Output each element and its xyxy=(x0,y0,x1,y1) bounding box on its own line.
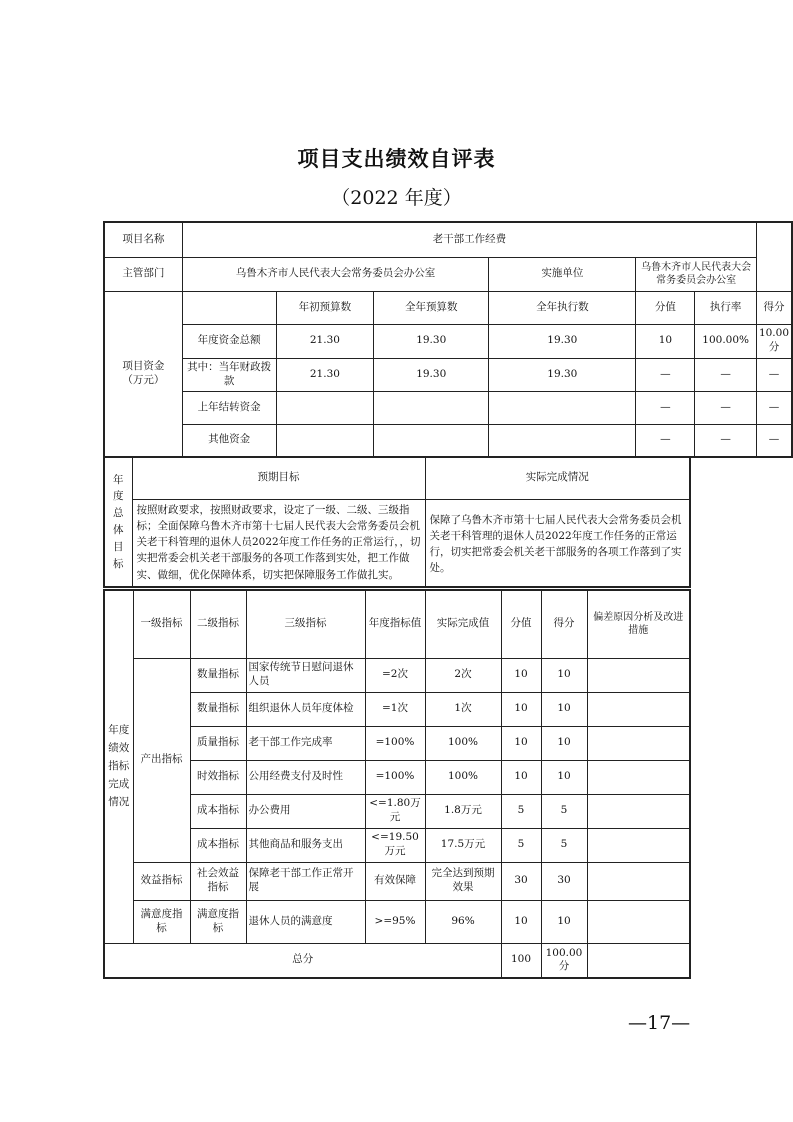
score-cell: 10 xyxy=(501,726,541,760)
score-cell: 10 xyxy=(501,658,541,692)
table-row xyxy=(104,760,690,794)
target-cell: =1次 xyxy=(365,692,425,726)
funds-cell: — xyxy=(756,424,792,457)
l3-cell: 老干部工作完成率 xyxy=(246,726,365,760)
funds-cell xyxy=(276,424,374,457)
total-row xyxy=(104,943,690,978)
funds-row-name: 上年结转资金 xyxy=(182,391,276,424)
page-number: —17— xyxy=(628,1012,691,1034)
actual-cell: 完全达到预期效果 xyxy=(425,862,501,900)
deviation-cell xyxy=(587,726,690,760)
total-label: 总分 xyxy=(104,943,501,978)
actual-cell: 1.8万元 xyxy=(425,794,501,828)
actual-cell: 100% xyxy=(425,726,501,760)
total-deviation xyxy=(587,943,690,978)
funds-row xyxy=(104,358,792,391)
funds-cell xyxy=(489,391,636,424)
funds-table xyxy=(103,221,793,458)
actual-result-header: 实际完成情况 xyxy=(425,457,690,499)
expected-goal-text: 按照财政要求，按照财政要求，设定了一级、二级、三级指标；全面保障乌鲁木齐市第十七届人民代表大会常务委员会机关老干科管理的退休人员2022年度工作任务的正常运行，，切实把常委会机关老干部服务的各项工作落到实处，把工作做实、做细，优化保障体系，切实把保障服务工作做扎实。 xyxy=(132,499,425,587)
dept-value: 乌鲁木齐市人民代表大会常务委员会办公室 xyxy=(182,257,488,291)
actual-cell: 1次 xyxy=(425,692,501,726)
score-cell: 5 xyxy=(501,828,541,862)
target-cell: <=1.80万元 xyxy=(365,794,425,828)
deviation-cell xyxy=(587,760,690,794)
l1-cell: 效益指标 xyxy=(133,862,190,900)
funds-cell: — xyxy=(695,358,757,391)
l1-cell: 满意度指标 xyxy=(133,900,190,943)
l3-cell: 其他商品和服务支出 xyxy=(246,828,365,862)
score-cell: 30 xyxy=(501,862,541,900)
actual-cell: 100% xyxy=(425,760,501,794)
actual-cell: 17.5万元 xyxy=(425,828,501,862)
indicators-header: 年度指标值 xyxy=(365,590,425,658)
funds-col-3: 分值 xyxy=(636,291,695,324)
actual-cell: 2次 xyxy=(425,658,501,692)
got-cell: 30 xyxy=(541,862,587,900)
actual-cell: 96% xyxy=(425,900,501,943)
deviation-cell xyxy=(587,862,690,900)
deviation-cell xyxy=(587,794,690,828)
table-row xyxy=(104,828,690,862)
funds-cell: — xyxy=(756,358,792,391)
funds-row xyxy=(104,391,792,424)
indicators-header: 偏差原因分析及改进措施 xyxy=(587,590,690,658)
indicators-header: 分值 xyxy=(501,590,541,658)
funds-row-name: 其中：当年财政拨款 xyxy=(182,358,276,391)
funds-cell: — xyxy=(756,391,792,424)
project-name-label: 项目名称 xyxy=(104,222,182,257)
score-cell: 10 xyxy=(501,760,541,794)
funds-cell: 21.30 xyxy=(276,358,374,391)
funds-col-2: 全年执行数 xyxy=(489,291,636,324)
l3-cell: 办公费用 xyxy=(246,794,365,828)
deviation-cell xyxy=(587,692,690,726)
impl-value: 乌鲁木齐市人民代表大会常务委员会办公室 xyxy=(636,257,757,291)
got-cell: 10 xyxy=(541,760,587,794)
funds-cell: — xyxy=(695,391,757,424)
got-cell: 5 xyxy=(541,794,587,828)
l2-cell: 质量指标 xyxy=(190,726,246,760)
got-cell: 5 xyxy=(541,828,587,862)
got-cell: 10 xyxy=(541,900,587,943)
funds-cell: 10.00分 xyxy=(756,324,792,358)
target-cell: =2次 xyxy=(365,658,425,692)
funds-row xyxy=(104,324,792,358)
goals-label: 年度总体目标 xyxy=(104,457,132,587)
funds-label: 项目资金 （万元） xyxy=(104,291,182,457)
l2-cell: 数量指标 xyxy=(190,692,246,726)
funds-cell: — xyxy=(695,424,757,457)
l2-cell: 成本指标 xyxy=(190,794,246,828)
funds-cell: — xyxy=(636,358,695,391)
indicators-section-label: 年度绩效指标完成情况 xyxy=(104,590,133,943)
score-cell: 5 xyxy=(501,794,541,828)
got-cell: 10 xyxy=(541,726,587,760)
actual-result-text: 保障了乌鲁木齐市第十七届人民代表大会常务委员会机关老干科管理的退休人员2022年度工作任务的正常运行，切实把常委会机关老干部服务的各项工作落到了实处。 xyxy=(425,499,690,587)
dept-label: 主管部门 xyxy=(104,257,182,291)
funds-cell: — xyxy=(636,424,695,457)
score-cell: 10 xyxy=(501,692,541,726)
target-cell: =100% xyxy=(365,726,425,760)
table-row xyxy=(104,658,690,692)
table-row xyxy=(104,900,690,943)
deviation-cell xyxy=(587,900,690,943)
l3-cell: 国家传统节日慰问退休人员 xyxy=(246,658,365,692)
funds-cell: 21.30 xyxy=(276,324,374,358)
project-name-value: 老干部工作经费 xyxy=(182,222,756,257)
funds-cell: 10 xyxy=(636,324,695,358)
funds-cell xyxy=(374,424,489,457)
funds-row-name: 其他资金 xyxy=(182,424,276,457)
funds-cell: 19.30 xyxy=(489,358,636,391)
funds-col-0: 年初预算数 xyxy=(276,291,374,324)
l2-cell: 满意度指标 xyxy=(190,900,246,943)
funds-cell: 19.30 xyxy=(489,324,636,358)
l3-cell: 公用经费支付及时性 xyxy=(246,760,365,794)
funds-cell xyxy=(374,391,489,424)
impl-label: 实施单位 xyxy=(489,257,636,291)
funds-cell: — xyxy=(636,391,695,424)
table-row xyxy=(104,862,690,900)
indicators-header: 得分 xyxy=(541,590,587,658)
indicators-header: 三级指标 xyxy=(246,590,365,658)
target-cell: >=95% xyxy=(365,900,425,943)
got-cell: 10 xyxy=(541,658,587,692)
deviation-cell xyxy=(587,658,690,692)
funds-col-empty xyxy=(182,291,276,324)
goals-table xyxy=(103,456,691,588)
total-got: 100.00分 xyxy=(541,943,587,978)
output-indicator-label: 产出指标 xyxy=(133,658,190,862)
l2-cell: 时效指标 xyxy=(190,760,246,794)
l2-cell: 成本指标 xyxy=(190,828,246,862)
total-score: 100 xyxy=(501,943,541,978)
target-cell: 有效保障 xyxy=(365,862,425,900)
table-row xyxy=(104,794,690,828)
l3-cell: 组织退休人员年度体检 xyxy=(246,692,365,726)
funds-col-5: 得分 xyxy=(756,291,792,324)
indicators-header: 一级指标 xyxy=(133,590,190,658)
funds-col-4: 执行率 xyxy=(695,291,757,324)
funds-cell: 100.00% xyxy=(695,324,757,358)
funds-row xyxy=(104,424,792,457)
indicators-table xyxy=(103,589,691,979)
l3-cell: 退休人员的满意度 xyxy=(246,900,365,943)
page-title: 项目支出绩效自评表 xyxy=(297,146,496,171)
funds-cell: 19.30 xyxy=(374,358,489,391)
funds-cell xyxy=(489,424,636,457)
deviation-cell xyxy=(587,828,690,862)
score-cell: 10 xyxy=(501,900,541,943)
got-cell: 10 xyxy=(541,692,587,726)
page-subtitle: （2022 年度） xyxy=(331,187,462,209)
indicators-header: 二级指标 xyxy=(190,590,246,658)
table-row xyxy=(104,726,690,760)
funds-cell xyxy=(276,391,374,424)
expected-goal-header: 预期目标 xyxy=(132,457,425,499)
funds-row-name: 年度资金总额 xyxy=(182,324,276,358)
funds-col-1: 全年预算数 xyxy=(374,291,489,324)
funds-cell: 19.30 xyxy=(374,324,489,358)
target-cell: <=19.50万元 xyxy=(365,828,425,862)
target-cell: =100% xyxy=(365,760,425,794)
l2-cell: 社会效益指标 xyxy=(190,862,246,900)
indicators-header: 实际完成值 xyxy=(425,590,501,658)
table-row xyxy=(104,692,690,726)
l3-cell: 保障老干部工作正常开展 xyxy=(246,862,365,900)
l2-cell: 数量指标 xyxy=(190,658,246,692)
